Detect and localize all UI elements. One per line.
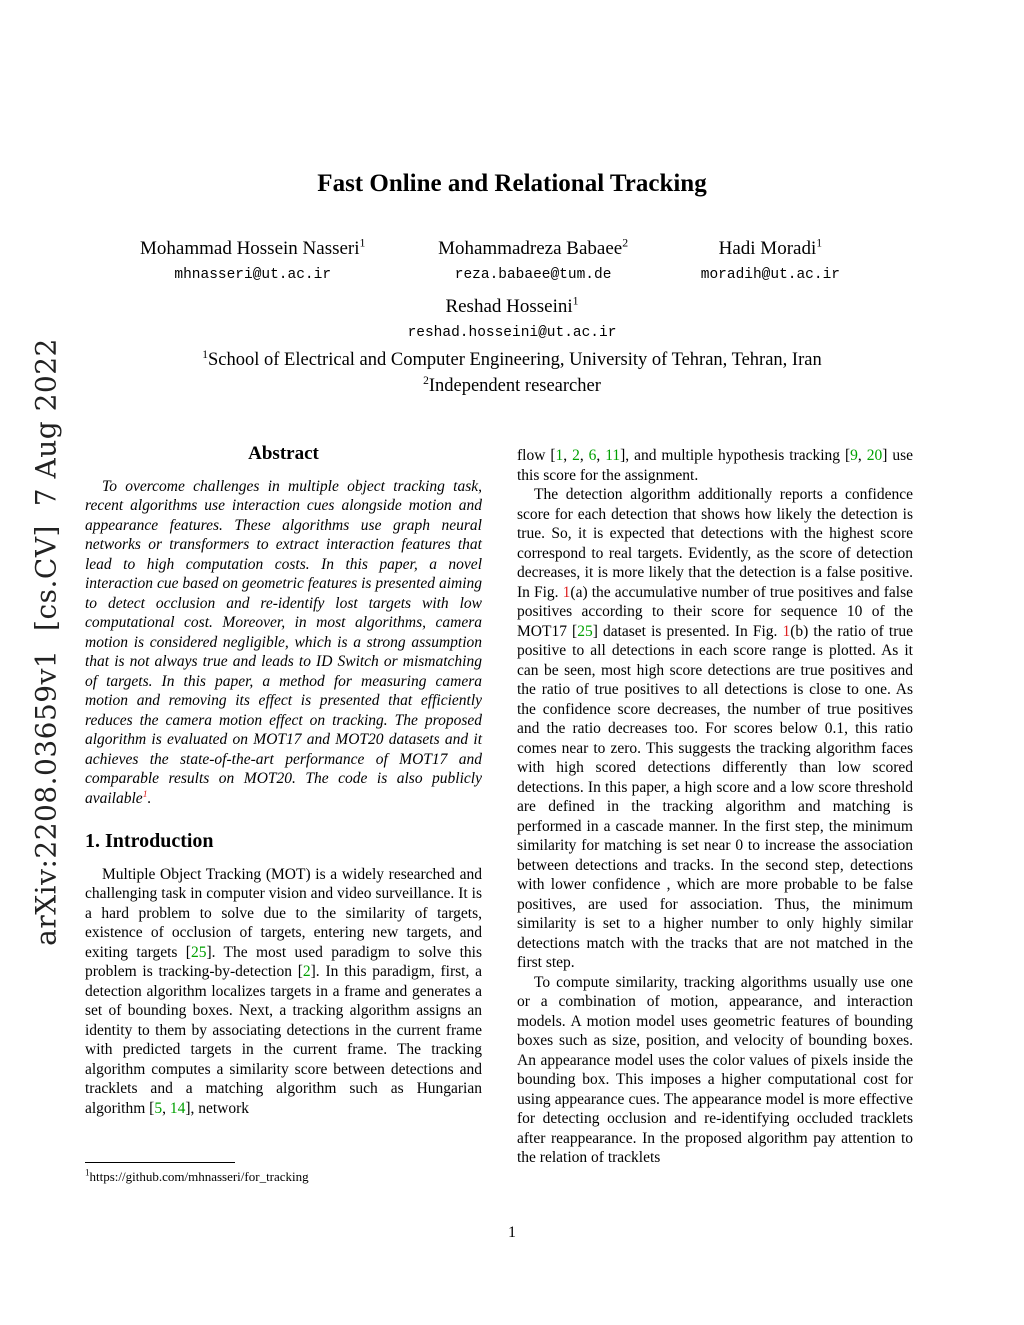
affiliation-line <box>0 376 1024 397</box>
affiliations <box>0 350 1024 402</box>
affiliation-line <box>0 350 1024 371</box>
text-span: , <box>596 447 606 464</box>
text-span: , <box>563 447 573 464</box>
author <box>140 238 365 283</box>
text-span: ] dataset is presented. In Fig. <box>592 622 783 640</box>
author-block <box>140 238 840 283</box>
citation-link[interactable]: 25 <box>190 943 207 961</box>
page-number: 1 <box>508 1224 516 1241</box>
author-email[interactable]: moradih@ut.ac.ir <box>700 267 840 283</box>
text-span: , <box>857 447 867 464</box>
author-name-text: Reshad Hosseini <box>445 296 573 317</box>
figure-ref-link[interactable]: 1 <box>782 622 791 640</box>
paragraph <box>517 485 913 973</box>
text-span: ], network <box>185 1099 250 1117</box>
introduction-body <box>85 865 482 1119</box>
citation-link[interactable]: 25 <box>577 622 593 640</box>
text-span: flow [ <box>517 447 556 464</box>
paper-title: Fast Online and Relational Tracking <box>317 170 707 197</box>
citation-link[interactable]: 1 <box>555 447 564 464</box>
author-name-text: Mohammad Hossein Nasseri <box>140 238 360 259</box>
text-span: , <box>579 447 589 464</box>
text-span: ], and multiple hypothesis tracking [ <box>620 447 851 464</box>
text-span: ]. In this paradigm, first, a detection algorithm localizes targets in a frame and generates a set of bounding boxes. Next, a tracking algorithm assigns an identity to them by associating detections in the current frame with predicted targets in the current frame. The tracking algorithm computes a similarity score between detections and tracklets and a matching algorithm such as Hungarian algorithm [ <box>85 963 482 1117</box>
author-name <box>701 238 840 260</box>
arxiv-watermark: arXiv:2208.03659v1 [cs.CV] 7 Aug 2022 <box>29 338 63 946</box>
text-span: The detection algorithm additionally reports a confidence score for each detection that shows how likely the detection is true. So, it is expected that detections with the highest score correspond to real targets. Evidently, as the score of detection decreases, it is more likely that the detection is a false positive. In Fig. <box>517 486 913 601</box>
left-column <box>85 444 482 1118</box>
text-span: To compute similarity, tracking algorithms usually use one or a combination of motion, appearance, and interaction models. A motion model uses geometric features of bounding boxes such as size, position, and velocity of bounding boxes. An appearance model uses the color values of pixels inside the bounding box. This imposes a higher computational cost for using appearance cues. The appearance model is more effective for detecting occlusion and re-identifying occluded tracklets after reappearance. In the proposed algorithm pay attention to the relation of tracklets <box>517 973 913 1166</box>
author-name <box>438 238 628 260</box>
footnote-url[interactable]: https://github.com/mhnasseri/for_tracking <box>89 1169 309 1184</box>
author-email[interactable]: reshad.hosseini@ut.ac.ir <box>407 325 617 341</box>
citation-link[interactable]: 5 <box>154 1099 163 1117</box>
paragraph <box>517 973 913 1168</box>
text-span: , <box>162 1099 170 1117</box>
footnote-marker: 1 <box>85 1167 90 1178</box>
affiliation-sup: 1 <box>202 348 208 361</box>
citation-link[interactable]: 20 <box>866 447 883 464</box>
abstract-body <box>85 477 482 809</box>
citation-link[interactable]: 6 <box>588 447 597 464</box>
text-span: (a) the accumulative number of true positives and false positives according to their score for sequence 10 of the MOT17 [ <box>517 583 914 640</box>
paragraph <box>517 446 913 485</box>
author-affiliation-sup: 2 <box>622 236 629 250</box>
text-span: ] use this score for the assignment. <box>517 447 913 484</box>
right-column-body <box>517 446 913 1168</box>
citation-link[interactable]: 14 <box>169 1099 186 1117</box>
author-name-text: Mohammadreza Babaee <box>438 238 623 259</box>
text-span: ]. The most used paradigm to solve this problem is tracking-by-detection [ <box>85 943 482 980</box>
author <box>408 296 617 341</box>
affiliation-text: School of Electrical and Computer Engineering, University of Tehran, Tehran, Iran <box>208 350 822 370</box>
citation-link[interactable]: 2 <box>572 447 580 464</box>
citation-link[interactable]: 11 <box>605 447 621 464</box>
introduction-heading: 1. Introduction <box>85 830 214 852</box>
abstract-heading: Abstract <box>248 443 319 464</box>
author-block-row2 <box>0 296 1024 341</box>
affiliation-text: Independent researcher <box>428 376 601 396</box>
footnote-text <box>85 1169 482 1185</box>
footnote <box>85 1162 482 1185</box>
figure-ref-link[interactable]: 1 <box>562 583 571 601</box>
paragraph <box>85 477 482 809</box>
author <box>438 238 628 283</box>
footnote-ref-link[interactable]: 1 <box>142 788 148 800</box>
author-email[interactable]: reza.babaee@tum.de <box>454 267 612 283</box>
text-span: . <box>147 789 152 807</box>
affiliation-sup: 2 <box>423 374 429 387</box>
right-column <box>517 446 913 1168</box>
author <box>701 238 840 283</box>
text-span: (b) the ratio of true positive to all detections in each score range is plotted. As it can be seen, most high score detections are true positives and the ratio of true positives to all detections is close to one. As the confidence score decreases, the number of true positives and the ratio decreases too. For scores below 0.1, this ratio comes near to zero. This suggests the tracking algorithm faces with high scored detections differently than low scored detections. In this paper, a high score and a low score threshold are defined in the tracking algorithm and matching is performed in a cascade manner. In the first step, the minimum similarity for matching is set near 0 to increase the association between detections and tracks. In the second step, detections with lower confidence , which are more probable to be false positives, are used for association. Thus, the minimum similarity is set to a higher number to only highly similar detections match with the tracks that are not matched in the first step. <box>517 622 913 971</box>
footnote-rule <box>85 1162 235 1163</box>
author-name-text: Hadi Moradi <box>718 238 817 259</box>
citation-link[interactable]: 2 <box>302 963 311 980</box>
author-name <box>408 296 617 318</box>
author-affiliation-sup: 1 <box>572 294 579 308</box>
author-affiliation-sup: 1 <box>359 236 366 250</box>
text-span: To overcome challenges in multiple object tracking task, recent algorithms use interaction cues alongside motion and appearance features. These algorithms use graph neural networks or transformers to extract interaction features that lead to high computation costs. In this paper, a novel interaction cue based on geometric features is presented aiming to detect occlusion and re-identify lost targets with low computational cost. Moreover, in most algorithms, camera motion is considered negligible, which is a strong assumption that is not always true and leads to ID Switch or mismatching of targets. In this paper, a method for measuring camera motion and removing its effect is presented that efficiently reduces the camera motion effect on tracking. The proposed algorithm is evaluated on MOT17 and MOT20 datasets and it achieves the state-of-the-art performance of MOT17 and comparable results on MOT20. The code is also publicly available <box>85 477 482 807</box>
paragraph <box>85 865 482 1119</box>
text-span: Multiple Object Tracking (MOT) is a widely researched and challenging task in computer vision and video surveillance. It is a hard problem to solve due to the similarity of targets, existence of occlusion of targets, entering new targets, and exiting targets [ <box>85 865 482 961</box>
author-affiliation-sup: 1 <box>816 236 823 250</box>
author-name <box>140 238 365 260</box>
citation-link[interactable]: 9 <box>850 447 858 464</box>
author-email[interactable]: mhnasseri@ut.ac.ir <box>174 267 332 283</box>
